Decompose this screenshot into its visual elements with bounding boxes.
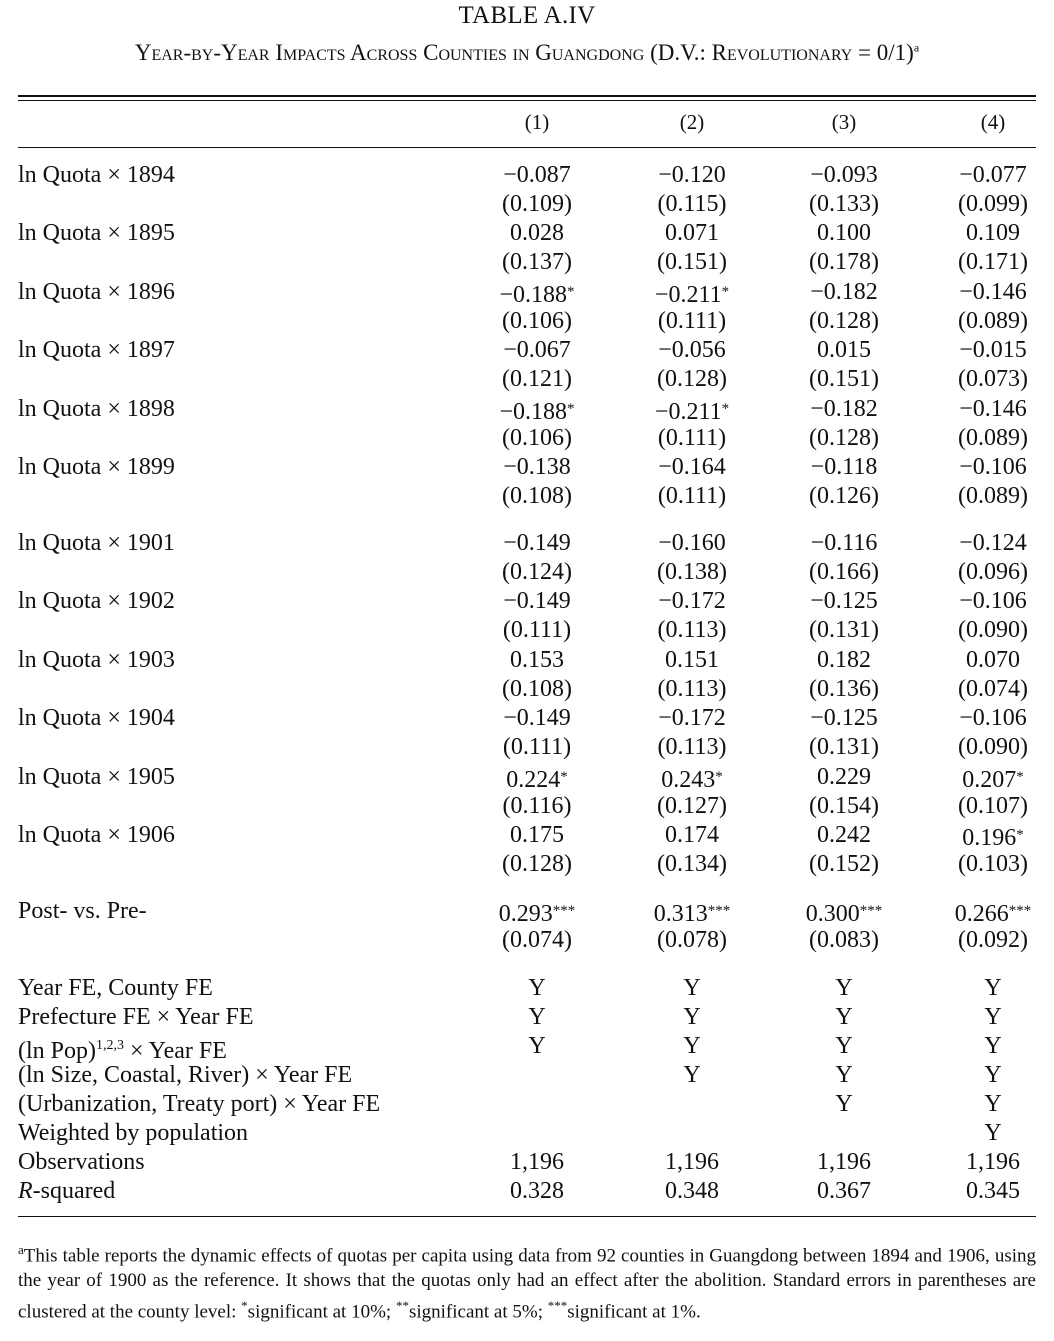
control-label-superscript: 1,2,3 bbox=[96, 1038, 124, 1053]
standard-error-cell: (0.131) bbox=[809, 617, 879, 643]
coefficient-value: −0.172 bbox=[658, 705, 726, 731]
standard-error-cell: (0.111) bbox=[657, 483, 727, 509]
standard-error-cell: (0.108) bbox=[502, 676, 572, 702]
coefficient-cell bbox=[764, 645, 924, 675]
standard-error-cell: (0.108) bbox=[502, 483, 572, 509]
control-value-cell: Y bbox=[528, 975, 546, 1001]
significance-stars: *** bbox=[859, 903, 883, 919]
coefficient-value: −0.067 bbox=[503, 337, 571, 363]
control-value-cell: 0.348 bbox=[665, 1178, 719, 1204]
coefficient-value: 0.300 bbox=[805, 901, 860, 927]
coefficient-cell bbox=[612, 218, 772, 248]
top-rule-thin bbox=[18, 100, 1036, 101]
coefficient-value: −0.182 bbox=[810, 396, 878, 422]
significance-stars: *** bbox=[552, 903, 576, 919]
standard-error-cell: (0.133) bbox=[809, 191, 879, 217]
control-value-cell: 0.367 bbox=[817, 1178, 871, 1204]
standard-error-cell: (0.166) bbox=[809, 559, 879, 585]
coefficient-value: −0.125 bbox=[810, 588, 878, 614]
header-rule bbox=[18, 147, 1036, 148]
coefficient-cell bbox=[457, 645, 617, 675]
control-value-cell: Y bbox=[683, 1062, 701, 1088]
coefficient-cell bbox=[764, 586, 924, 616]
coefficient-value: 0.028 bbox=[510, 220, 564, 246]
coefficient-value: 0.174 bbox=[665, 822, 719, 848]
standard-error-cell: (0.134) bbox=[657, 851, 727, 877]
footnote-star-2: ** bbox=[395, 1298, 409, 1314]
coefficient-value: −0.164 bbox=[658, 454, 726, 480]
control-value-cell: Y bbox=[835, 1062, 853, 1088]
standard-error-cell: (0.090) bbox=[958, 734, 1028, 760]
coefficient-cell bbox=[457, 335, 617, 365]
footnote-sig-1: significant at 1%. bbox=[567, 1301, 701, 1323]
coefficient-cell bbox=[612, 645, 772, 675]
significance-stars: * bbox=[1016, 827, 1024, 843]
control-row-label bbox=[18, 1002, 254, 1032]
coefficient-cell bbox=[913, 394, 1054, 424]
coefficient-value: −0.211 bbox=[654, 399, 722, 425]
significance-stars: * bbox=[567, 401, 575, 417]
coefficient-value: −0.172 bbox=[658, 588, 726, 614]
standard-error-cell: (0.154) bbox=[809, 793, 879, 819]
coefficient-cell bbox=[913, 528, 1054, 558]
coefficient-cell bbox=[913, 335, 1054, 365]
column-header-4: (4) bbox=[980, 110, 1006, 134]
coefficient-cell bbox=[612, 586, 772, 616]
coefficient-cell bbox=[913, 277, 1054, 307]
coefficient-value: −0.149 bbox=[503, 588, 571, 614]
coefficient-cell bbox=[913, 645, 1054, 675]
standard-error-cell: (0.106) bbox=[502, 425, 572, 451]
standard-error-cell: (0.113) bbox=[657, 734, 727, 760]
standard-error-cell: (0.128) bbox=[809, 425, 879, 451]
row-label: ln Quota × 1904 bbox=[18, 705, 175, 731]
coefficient-cell bbox=[612, 335, 772, 365]
coefficient-value: 0.109 bbox=[966, 220, 1020, 246]
row-label: ln Quota × 1894 bbox=[18, 162, 175, 188]
standard-error-cell: (0.113) bbox=[657, 676, 727, 702]
standard-error-cell: (0.116) bbox=[502, 793, 572, 819]
coefficient-cell bbox=[764, 452, 924, 482]
significance-stars: * bbox=[1016, 769, 1024, 785]
coefficient-value: −0.125 bbox=[810, 705, 878, 731]
standard-error-cell: (0.089) bbox=[958, 308, 1028, 334]
standard-error-cell: (0.171) bbox=[958, 249, 1028, 275]
coefficient-value: 0.182 bbox=[817, 647, 871, 673]
control-label-suffix: × Year FE bbox=[124, 1038, 227, 1064]
coefficient-value: 0.175 bbox=[510, 822, 564, 848]
coefficient-cell bbox=[764, 820, 924, 850]
coefficient-value: 0.100 bbox=[817, 220, 871, 246]
coefficient-cell bbox=[764, 277, 924, 307]
control-label-text: Prefecture FE × Year FE bbox=[18, 1004, 254, 1030]
control-row-label bbox=[18, 1147, 145, 1177]
coefficient-value: −0.146 bbox=[959, 279, 1027, 305]
significance-stars: * bbox=[721, 284, 730, 300]
coefficient-cell bbox=[612, 820, 772, 850]
subtitle-text: Year-by-Year Impacts Across Counties in Guangdong (D.V.: Revolutionary = 0/1) bbox=[134, 40, 914, 65]
standard-error-cell: (0.128) bbox=[657, 366, 727, 392]
coefficient-value: −0.211 bbox=[654, 282, 722, 308]
control-value-cell: Y bbox=[683, 1033, 701, 1059]
standard-error-cell: (0.138) bbox=[657, 559, 727, 585]
coefficient-value: −0.056 bbox=[658, 337, 726, 363]
row-label: ln Quota × 1903 bbox=[18, 647, 175, 673]
standard-error-cell: (0.131) bbox=[809, 734, 879, 760]
coefficient-value: 0.243 bbox=[661, 767, 716, 793]
standard-error-cell: (0.151) bbox=[657, 249, 727, 275]
control-value-cell: Y bbox=[984, 1033, 1002, 1059]
standard-error-cell: (0.137) bbox=[502, 249, 572, 275]
coefficient-value: −0.106 bbox=[959, 705, 1027, 731]
standard-error-cell: (0.178) bbox=[809, 249, 879, 275]
significance-stars: *** bbox=[1008, 903, 1032, 919]
coefficient-value: −0.138 bbox=[503, 454, 571, 480]
coefficient-value: −0.124 bbox=[959, 530, 1027, 556]
coefficient-value: −0.149 bbox=[503, 705, 571, 731]
control-label-text: Year FE, County FE bbox=[18, 975, 213, 1001]
row-label: ln Quota × 1901 bbox=[18, 530, 175, 556]
coefficient-value: −0.087 bbox=[503, 162, 571, 188]
coefficient-value: −0.188 bbox=[499, 282, 568, 308]
coefficient-cell bbox=[764, 394, 924, 424]
coefficient-value: −0.116 bbox=[810, 530, 878, 556]
control-value-cell: 1,196 bbox=[665, 1149, 719, 1175]
coefficient-value: 0.293 bbox=[498, 901, 553, 927]
coefficient-value: −0.015 bbox=[959, 337, 1027, 363]
standard-error-cell: (0.128) bbox=[809, 308, 879, 334]
standard-error-cell: (0.078) bbox=[657, 927, 727, 953]
coefficient-cell bbox=[764, 703, 924, 733]
standard-error-cell: (0.096) bbox=[958, 559, 1028, 585]
subtitle-footnote-marker: a bbox=[913, 40, 920, 55]
standard-error-cell: (0.152) bbox=[809, 851, 879, 877]
standard-error-cell: (0.111) bbox=[657, 425, 727, 451]
standard-error-cell: (0.107) bbox=[958, 793, 1028, 819]
column-header-3: (3) bbox=[831, 110, 857, 134]
coefficient-value: 0.151 bbox=[665, 647, 719, 673]
coefficient-value: −0.149 bbox=[503, 530, 571, 556]
significance-stars: * bbox=[721, 401, 730, 417]
coefficient-cell bbox=[764, 335, 924, 365]
standard-error-cell: (0.128) bbox=[502, 851, 572, 877]
control-value-cell: Y bbox=[835, 1033, 853, 1059]
coefficient-cell bbox=[612, 160, 772, 190]
control-label-text: (ln Size, Coastal, River) × Year FE bbox=[18, 1062, 353, 1088]
top-rule-thick bbox=[18, 95, 1036, 97]
control-value-cell: Y bbox=[835, 975, 853, 1001]
row-label: ln Quota × 1896 bbox=[18, 279, 175, 305]
standard-error-cell: (0.111) bbox=[502, 617, 572, 643]
coefficient-value: 0.071 bbox=[665, 220, 719, 246]
coefficient-value: 0.153 bbox=[510, 647, 564, 673]
control-row-label bbox=[18, 1118, 248, 1148]
standard-error-cell: (0.109) bbox=[502, 191, 572, 217]
coefficient-value: −0.120 bbox=[658, 162, 726, 188]
coefficient-cell bbox=[764, 218, 924, 248]
standard-error-cell: (0.074) bbox=[502, 927, 572, 953]
control-value-cell: 0.345 bbox=[966, 1178, 1020, 1204]
control-label-text: Weighted by population bbox=[18, 1120, 249, 1146]
control-value-cell: Y bbox=[984, 1004, 1002, 1030]
control-row-label bbox=[18, 1060, 352, 1090]
control-label-suffix: -squared bbox=[32, 1178, 116, 1204]
footnote-marker: a bbox=[18, 1242, 24, 1257]
coefficient-cell bbox=[457, 820, 617, 850]
coefficient-value: 0.207 bbox=[962, 767, 1017, 793]
control-value-cell: Y bbox=[528, 1033, 546, 1059]
coefficient-cell bbox=[457, 586, 617, 616]
row-label: ln Quota × 1899 bbox=[18, 454, 175, 480]
row-label: ln Quota × 1898 bbox=[18, 396, 175, 422]
standard-error-cell: (0.111) bbox=[657, 308, 727, 334]
control-label-text: R bbox=[18, 1178, 33, 1204]
control-label-text: (Urbanization, Treaty port) × Year FE bbox=[18, 1091, 381, 1117]
control-row-label bbox=[18, 1089, 380, 1119]
coefficient-value: −0.106 bbox=[959, 454, 1027, 480]
coefficient-cell bbox=[457, 160, 617, 190]
standard-error-cell: (0.074) bbox=[958, 676, 1028, 702]
coefficient-cell bbox=[764, 762, 924, 792]
standard-error-cell: (0.073) bbox=[958, 366, 1028, 392]
coefficient-value: −0.118 bbox=[810, 454, 878, 480]
control-label-text: (ln Pop) bbox=[18, 1038, 96, 1064]
control-value-cell: 1,196 bbox=[817, 1149, 871, 1175]
row-label: ln Quota × 1902 bbox=[18, 588, 175, 614]
control-row-label bbox=[18, 973, 213, 1003]
coefficient-value: 0.196 bbox=[962, 825, 1017, 851]
row-label: ln Quota × 1906 bbox=[18, 822, 175, 848]
column-header-2: (2) bbox=[679, 110, 705, 134]
coefficient-cell bbox=[457, 528, 617, 558]
coefficient-cell bbox=[457, 452, 617, 482]
control-row-label bbox=[18, 1176, 115, 1206]
coefficient-cell bbox=[913, 160, 1054, 190]
control-value-cell: Y bbox=[528, 1004, 546, 1030]
standard-error-cell: (0.099) bbox=[958, 191, 1028, 217]
coefficient-value: −0.160 bbox=[658, 530, 726, 556]
row-label: ln Quota × 1905 bbox=[18, 764, 175, 790]
significance-stars: * bbox=[715, 769, 723, 785]
coefficient-cell bbox=[612, 703, 772, 733]
standard-error-cell: (0.103) bbox=[958, 851, 1028, 877]
coefficient-cell bbox=[764, 160, 924, 190]
coefficient-value: −0.146 bbox=[959, 396, 1027, 422]
control-value-cell: 1,196 bbox=[966, 1149, 1020, 1175]
control-value-cell: Y bbox=[835, 1091, 853, 1117]
control-value-cell: Y bbox=[984, 975, 1002, 1001]
standard-error-cell: (0.136) bbox=[809, 676, 879, 702]
footnote-star-3: *** bbox=[547, 1298, 568, 1314]
significance-stars: * bbox=[560, 769, 568, 785]
standard-error-cell: (0.113) bbox=[657, 617, 727, 643]
table-footnote bbox=[18, 1237, 1036, 1325]
coefficient-cell bbox=[764, 528, 924, 558]
coefficient-cell bbox=[913, 452, 1054, 482]
standard-error-cell: (0.121) bbox=[502, 366, 572, 392]
coefficient-value: 0.266 bbox=[954, 901, 1009, 927]
footnote-sig-10: significant at 10%; bbox=[247, 1301, 396, 1323]
table-title: TABLE A.IV bbox=[458, 2, 596, 29]
footnote-star-1: * bbox=[241, 1298, 248, 1314]
bottom-rule bbox=[18, 1216, 1036, 1217]
control-value-cell: Y bbox=[984, 1062, 1002, 1088]
standard-error-cell: (0.092) bbox=[958, 927, 1028, 953]
footnote-text: This table reports the dynamic effects of quotas per capita using data from 92 counties in Guangdong between 1894 and 1906, using the year of 1900 as the reference. It shows that the quotas only had an effect after the abolition. Standard errors in parentheses are clustered at the county level: bbox=[18, 1245, 1036, 1323]
coefficient-value: 0.229 bbox=[817, 764, 871, 790]
row-label: ln Quota × 1895 bbox=[18, 220, 175, 246]
standard-error-cell: (0.106) bbox=[502, 308, 572, 334]
coefficient-value: 0.224 bbox=[506, 767, 561, 793]
control-value-cell: 0.328 bbox=[510, 1178, 564, 1204]
coefficient-cell bbox=[913, 218, 1054, 248]
coefficient-value: 0.313 bbox=[653, 901, 708, 927]
row-label: Post- vs. Pre- bbox=[18, 898, 147, 924]
coefficient-cell bbox=[913, 703, 1054, 733]
coefficient-value: −0.188 bbox=[499, 399, 568, 425]
coefficient-value: −0.093 bbox=[810, 162, 878, 188]
coefficient-cell bbox=[913, 586, 1054, 616]
standard-error-cell: (0.126) bbox=[809, 483, 879, 509]
coefficient-value: −0.106 bbox=[959, 588, 1027, 614]
coefficient-cell bbox=[612, 452, 772, 482]
significance-stars: *** bbox=[707, 903, 731, 919]
coefficient-cell bbox=[457, 703, 617, 733]
coefficient-cell bbox=[612, 528, 772, 558]
control-value-cell: Y bbox=[984, 1120, 1002, 1146]
standard-error-cell: (0.089) bbox=[958, 425, 1028, 451]
coefficient-value: 0.242 bbox=[817, 822, 871, 848]
coefficient-value: −0.077 bbox=[959, 162, 1027, 188]
standard-error-cell: (0.090) bbox=[958, 617, 1028, 643]
coefficient-value: 0.015 bbox=[817, 337, 871, 363]
control-label-text: Observations bbox=[18, 1149, 145, 1175]
control-value-cell: Y bbox=[683, 1004, 701, 1030]
significance-stars: * bbox=[567, 284, 575, 300]
table-subtitle bbox=[0, 40, 1054, 66]
standard-error-cell: (0.083) bbox=[809, 927, 879, 953]
control-value-cell: 1,196 bbox=[510, 1149, 564, 1175]
control-value-cell: Y bbox=[984, 1091, 1002, 1117]
standard-error-cell: (0.124) bbox=[502, 559, 572, 585]
control-value-cell: Y bbox=[683, 975, 701, 1001]
row-label: ln Quota × 1897 bbox=[18, 337, 175, 363]
standard-error-cell: (0.089) bbox=[958, 483, 1028, 509]
footnote-sig-5: significant at 5%; bbox=[408, 1301, 548, 1323]
standard-error-cell: (0.115) bbox=[657, 191, 727, 217]
column-header-1: (1) bbox=[524, 110, 550, 134]
standard-error-cell: (0.111) bbox=[502, 734, 572, 760]
standard-error-cell: (0.127) bbox=[657, 793, 727, 819]
coefficient-cell bbox=[457, 218, 617, 248]
standard-error-cell: (0.151) bbox=[809, 366, 879, 392]
coefficient-value: 0.070 bbox=[966, 647, 1020, 673]
control-value-cell: Y bbox=[835, 1004, 853, 1030]
coefficient-value: −0.182 bbox=[810, 279, 878, 305]
